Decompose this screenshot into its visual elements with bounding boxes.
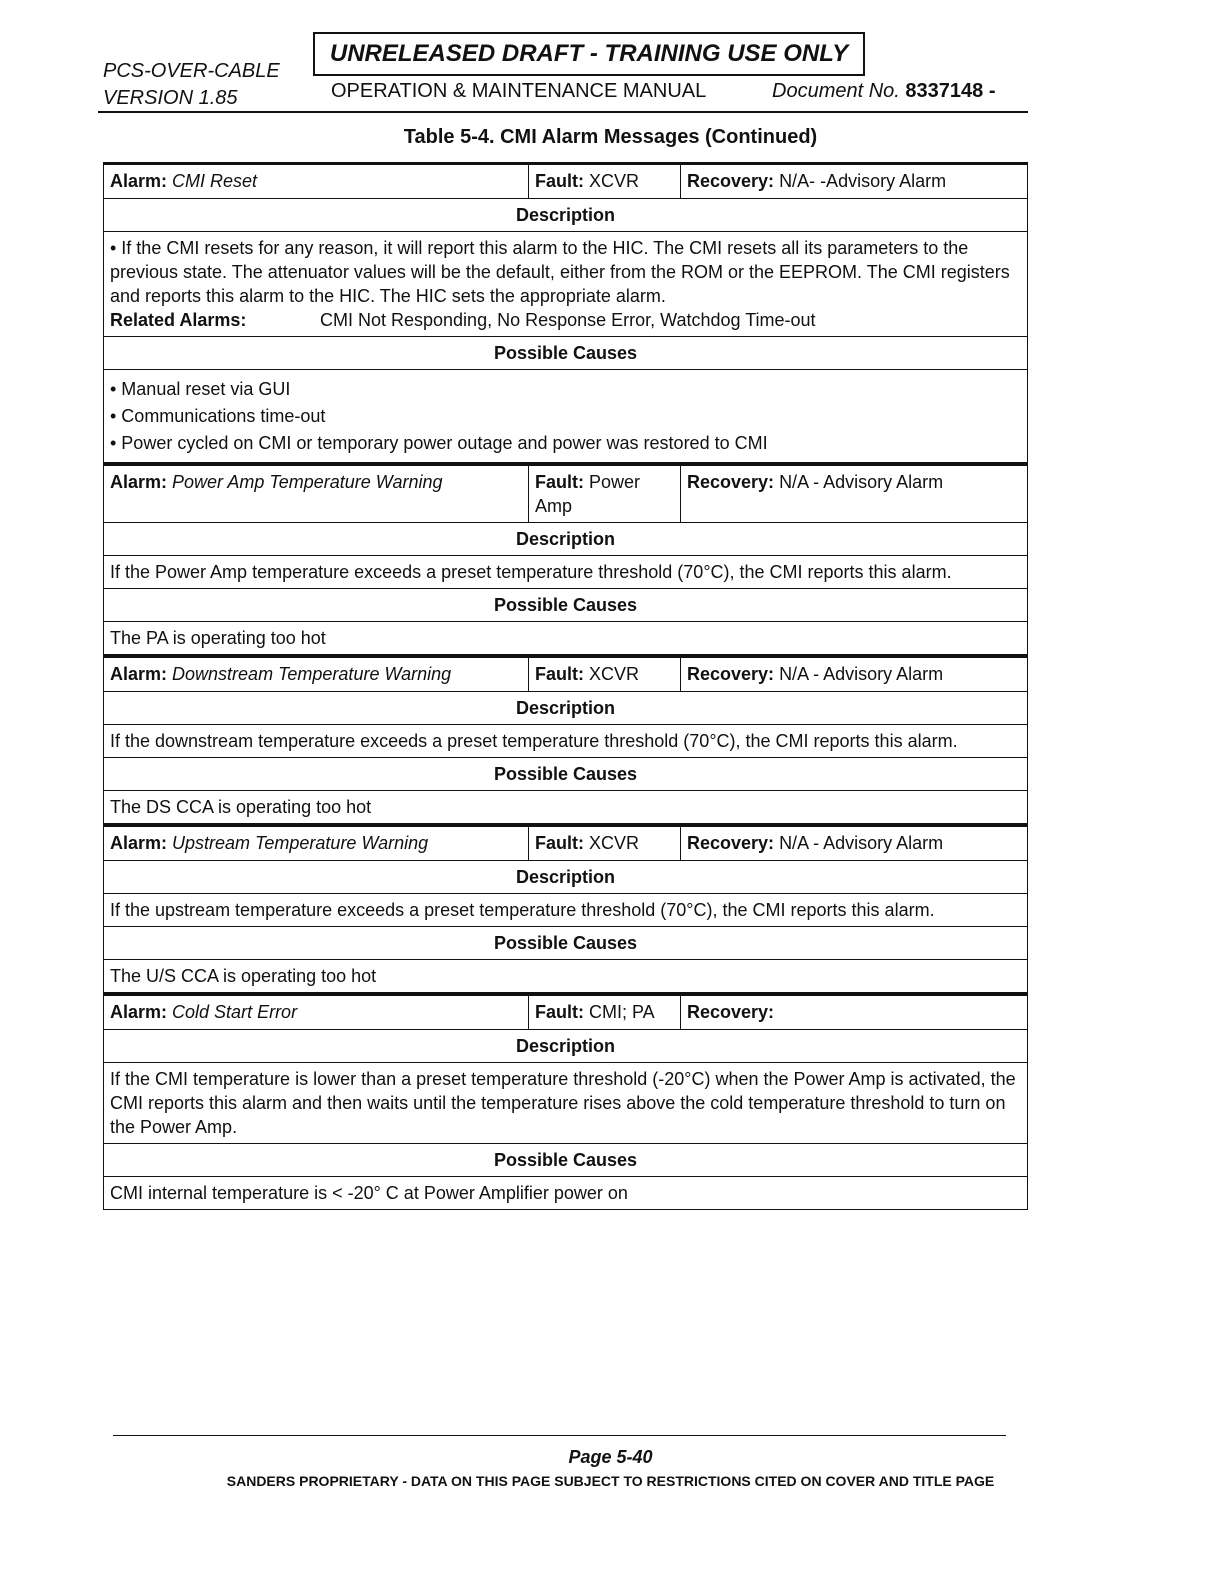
alarm-label: Alarm: — [110, 472, 168, 492]
recovery-cell — [681, 996, 1027, 1029]
alarm-section — [103, 993, 1028, 1210]
description-heading: Description — [103, 692, 1028, 725]
possible-causes-heading: Possible Causes — [103, 589, 1028, 622]
recovery-cell — [681, 165, 1027, 198]
alarm-cell — [104, 466, 529, 522]
fault-value: Power Amp — [535, 472, 641, 516]
description-text: If the Power Amp temperature exceeds a preset temperature threshold (70°C), the CMI reports this alarm. — [103, 556, 1028, 589]
related-alarms — [110, 308, 1021, 332]
possible-causes-heading: Possible Causes — [103, 337, 1028, 370]
alarm-name: Downstream Temperature Warning — [172, 664, 452, 684]
possible-cause: The DS CCA is operating too hot — [103, 791, 1028, 824]
fault-cell — [529, 466, 681, 522]
cause-item: • Power cycled on CMI or temporary power outage and power was restored to CMI — [110, 433, 768, 453]
related-alarms-label: Related Alarms: — [110, 310, 247, 330]
alarm-header-row — [103, 827, 1028, 861]
alarm-cell — [104, 165, 529, 198]
related-alarms-value: CMI Not Responding, No Response Error, Watchdog Time-out — [320, 310, 816, 330]
description-heading: Description — [103, 199, 1028, 232]
footer-divider — [113, 1435, 1006, 1436]
alarm-label: Alarm: — [110, 1002, 168, 1022]
document-number — [772, 80, 995, 103]
description-text: If the CMI temperature is lower than a preset temperature threshold (-20°C) when the Power Amp is activated, the CMI reports this alarm and then waits until the temperature rises above the cold temperature threshold to turn on the Power Amp. — [103, 1063, 1028, 1144]
recovery-label: Recovery: — [687, 171, 775, 191]
possible-cause: The U/S CCA is operating too hot — [103, 960, 1028, 993]
description-text: If the upstream temperature exceeds a preset temperature threshold (70°C), the CMI reports this alarm. — [103, 894, 1028, 927]
alarm-cell — [104, 658, 529, 691]
alarm-label: Alarm: — [110, 171, 168, 191]
alarm-cell — [104, 996, 529, 1029]
description-heading: Description — [103, 861, 1028, 894]
alarm-header-row — [103, 996, 1028, 1030]
alarm-section — [103, 824, 1028, 993]
product-name: PCS-OVER-CABLE — [103, 60, 280, 82]
proprietary-notice: SANDERS PROPRIETARY - DATA ON THIS PAGE SUBJECT TO RESTRICTIONS CITED ON COVER AND TITLE PAGE — [226, 1473, 995, 1489]
description-body: • If the CMI resets for any reason, it will report this alarm to the HIC. The CMI resets all its parameters to the previous state. The attenuator values will be the default, either from the ROM or the EEPROM. The CMI registers and reports this alarm to the HIC. The HIC sets the appropriate alarm. — [110, 238, 1010, 306]
document-header-left — [103, 58, 280, 112]
fault-cell — [529, 996, 681, 1029]
alarm-cell — [104, 827, 529, 860]
recovery-label: Recovery: — [687, 1002, 775, 1022]
alarm-section — [103, 655, 1028, 824]
recovery-label: Recovery: — [687, 664, 775, 684]
fault-value: CMI; PA — [589, 1002, 655, 1022]
fault-value: XCVR — [589, 664, 640, 684]
page-number: Page 5-40 — [568, 1447, 653, 1467]
fault-value: XCVR — [589, 171, 640, 191]
recovery-label: Recovery: — [687, 833, 775, 853]
recovery-value: N/A - Advisory Alarm — [779, 833, 944, 853]
cause-item: • Manual reset via GUI — [110, 379, 291, 399]
manual-title: OPERATION & MAINTENANCE MANUAL — [331, 80, 707, 102]
recovery-cell — [681, 827, 1027, 860]
fault-label: Fault: — [535, 664, 584, 684]
product-version: VERSION 1.85 — [103, 87, 238, 109]
possible-causes-heading: Possible Causes — [103, 927, 1028, 960]
possible-causes-heading: Possible Causes — [103, 1144, 1028, 1177]
possible-cause: CMI internal temperature is < -20° C at Power Amplifier power on — [103, 1177, 1028, 1210]
description-text — [103, 232, 1028, 337]
alarm-name: Cold Start Error — [172, 1002, 298, 1022]
recovery-cell — [681, 466, 1027, 522]
cause-item: • Communications time-out — [110, 406, 326, 426]
document-number-label: Document No. — [772, 80, 900, 102]
description-heading: Description — [103, 1030, 1028, 1063]
recovery-value: N/A - Advisory Alarm — [779, 664, 944, 684]
possible-causes-list — [103, 370, 1028, 463]
recovery-cell — [681, 658, 1027, 691]
alarm-name: CMI Reset — [172, 171, 258, 191]
alarm-name: Upstream Temperature Warning — [172, 833, 429, 853]
description-heading: Description — [103, 523, 1028, 556]
alarm-section — [103, 162, 1028, 463]
table-title: Table 5-4. CMI Alarm Messages (Continued) — [403, 126, 818, 148]
fault-label: Fault: — [535, 1002, 584, 1022]
recovery-label: Recovery: — [687, 472, 775, 492]
recovery-value: N/A - Advisory Alarm — [779, 472, 944, 492]
alarm-header-row — [103, 658, 1028, 692]
document-number-value: 8337148 - — [905, 80, 996, 102]
possible-cause: The PA is operating too hot — [103, 622, 1028, 655]
alarm-label: Alarm: — [110, 833, 168, 853]
fault-label: Fault: — [535, 472, 584, 492]
alarm-messages-table — [103, 162, 1028, 1210]
fault-label: Fault: — [535, 833, 584, 853]
alarm-label: Alarm: — [110, 664, 168, 684]
fault-cell — [529, 165, 681, 198]
description-text: If the downstream temperature exceeds a preset temperature threshold (70°C), the CMI reports this alarm. — [103, 725, 1028, 758]
alarm-name: Power Amp Temperature Warning — [172, 472, 443, 492]
alarm-header-row — [103, 466, 1028, 523]
fault-label: Fault: — [535, 171, 584, 191]
draft-banner: UNRELEASED DRAFT - TRAINING USE ONLY — [313, 32, 865, 76]
header-divider — [98, 111, 1028, 113]
recovery-value: N/A- -Advisory Alarm — [779, 171, 947, 191]
alarm-header-row — [103, 165, 1028, 199]
fault-cell — [529, 658, 681, 691]
fault-cell — [529, 827, 681, 860]
alarm-section — [103, 463, 1028, 655]
fault-value: XCVR — [589, 833, 640, 853]
possible-causes-heading: Possible Causes — [103, 758, 1028, 791]
